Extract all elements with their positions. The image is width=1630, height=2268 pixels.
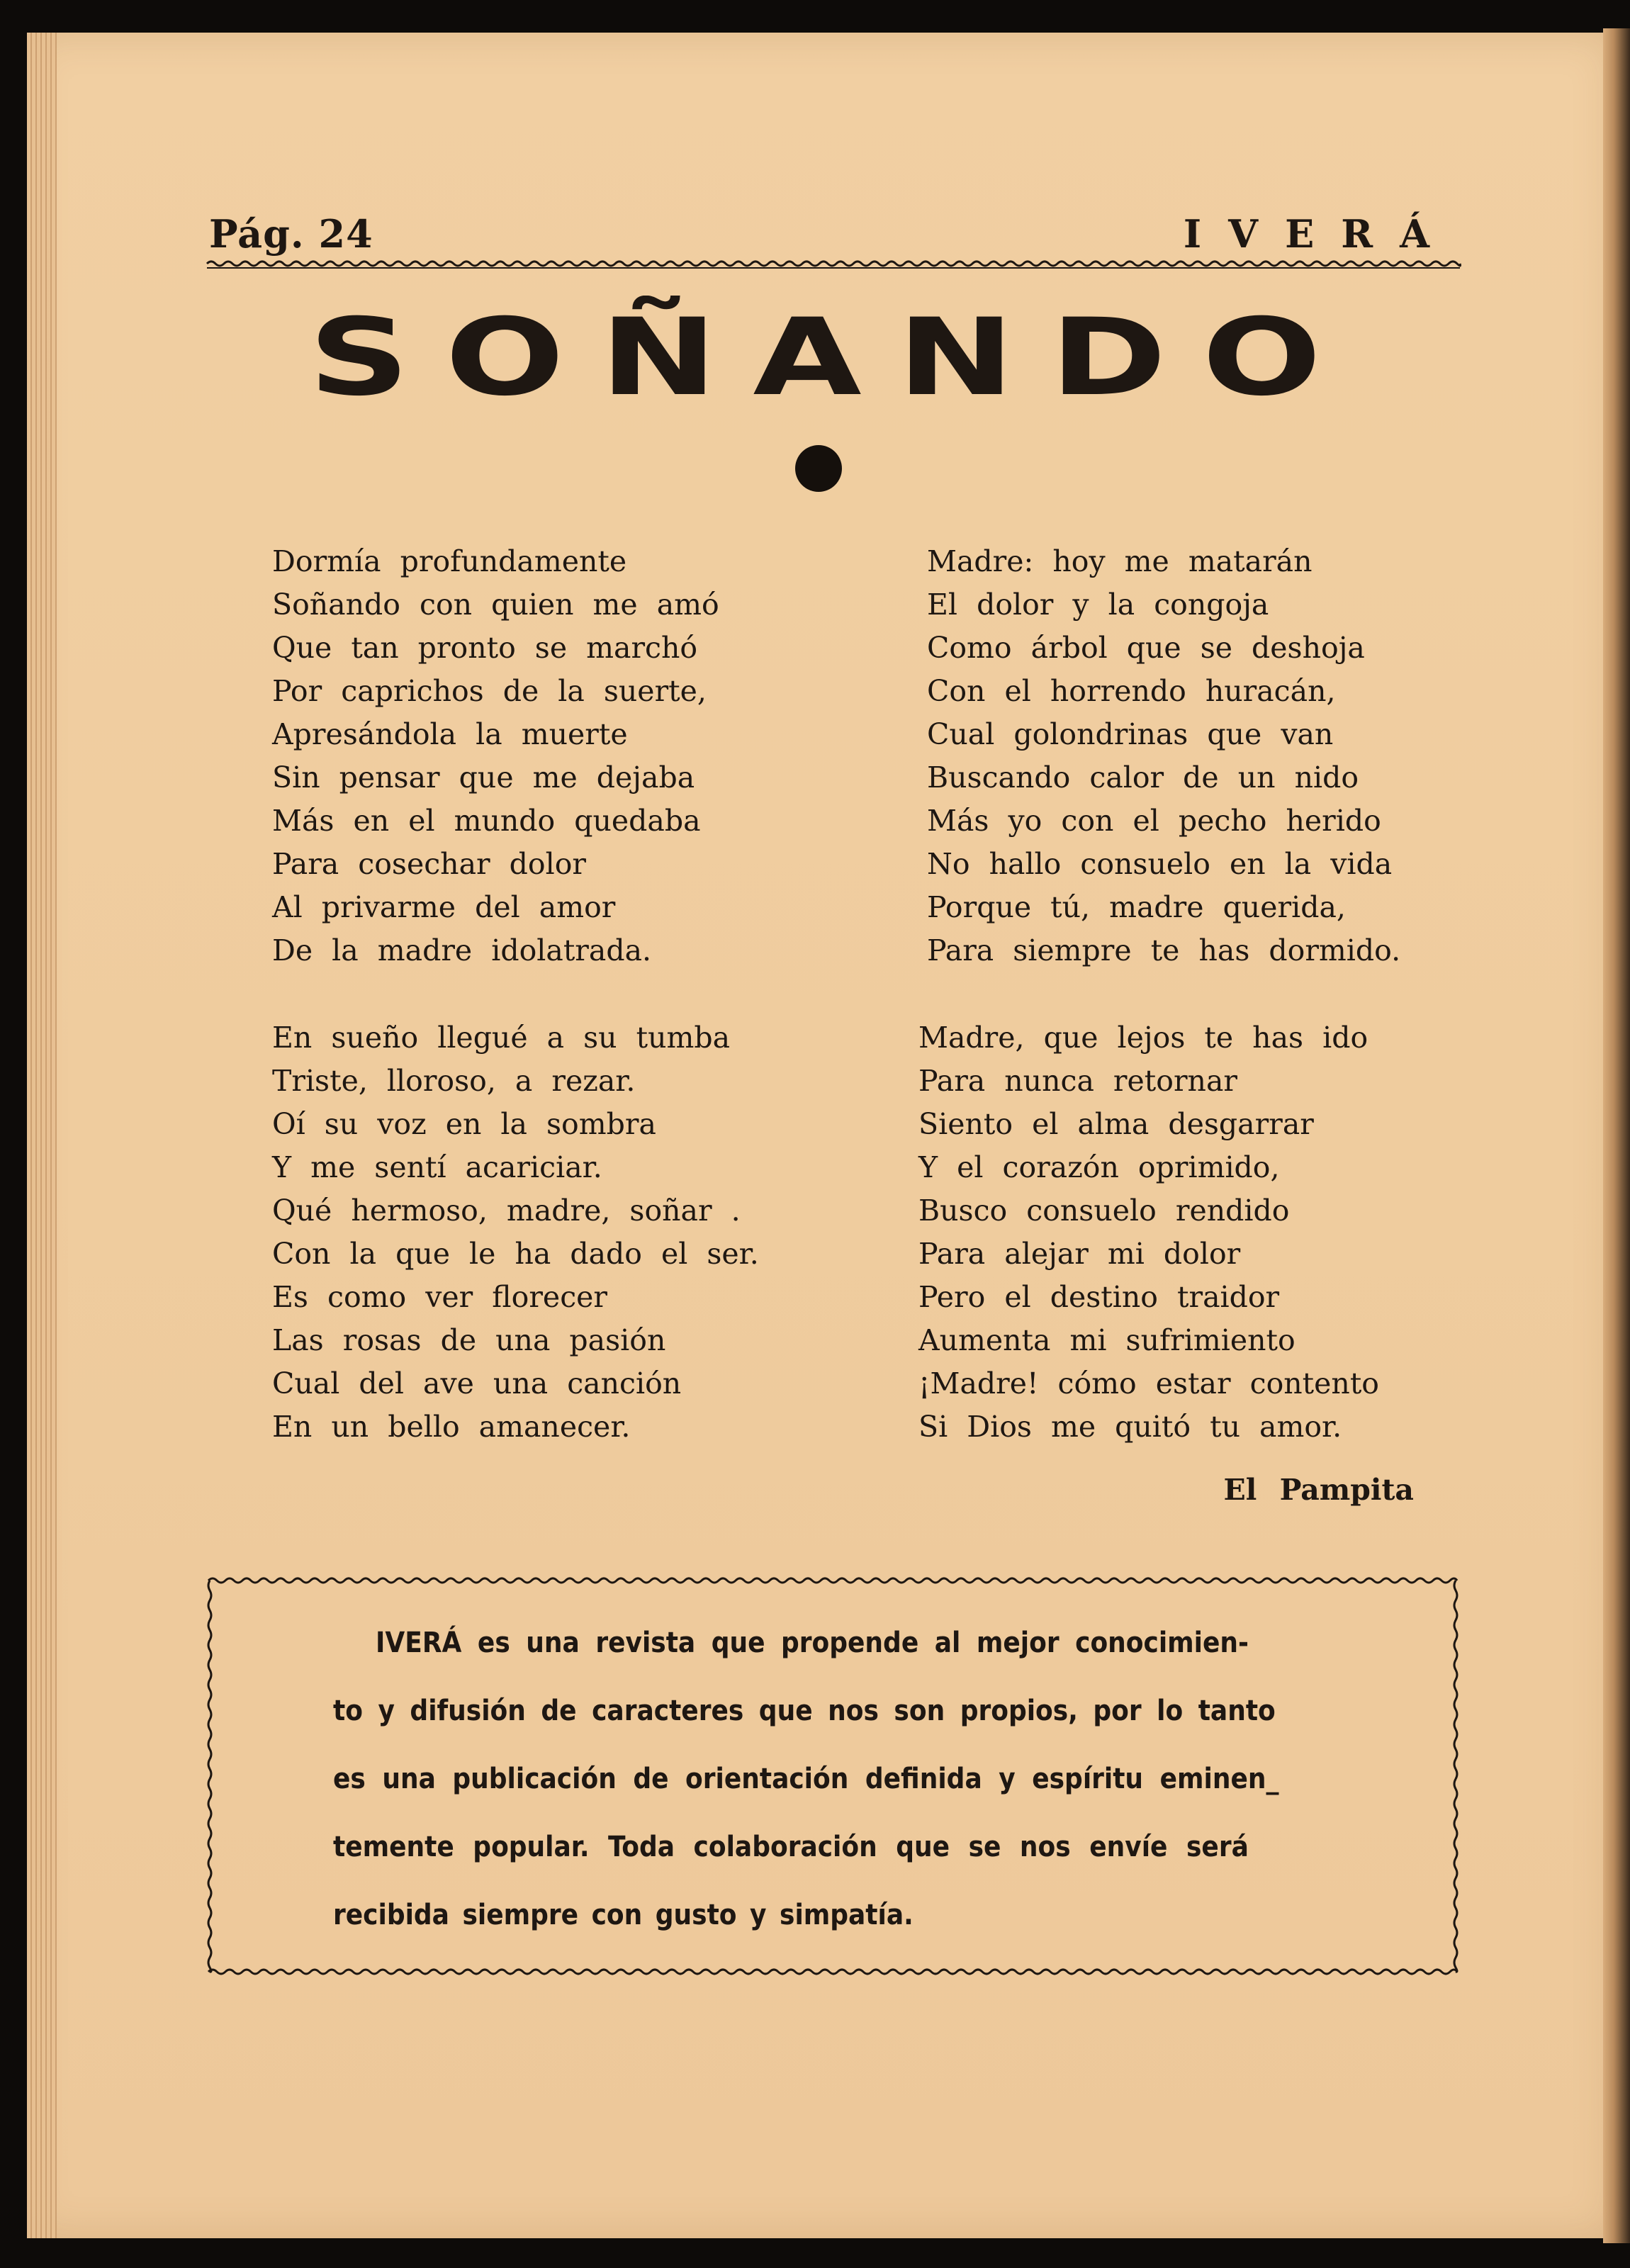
- header-wavy-line-top: [207, 262, 1461, 266]
- poem-line: El dolor y la congoja: [927, 588, 1269, 622]
- notice-frame-bottom: [208, 1970, 1457, 1974]
- notice-frame-right: [1454, 1581, 1457, 1972]
- poem-line: Más yo con el pecho herido: [927, 804, 1381, 838]
- poem-line: Que tan pronto se marchó: [272, 631, 698, 665]
- poem-line: ¡Madre! cómo estar contento: [918, 1366, 1379, 1400]
- poem-line: Pero el destino traidor: [918, 1280, 1280, 1314]
- poem-line: Si Dios me quitó tu amor.: [918, 1410, 1342, 1444]
- notice-line-3: es una publicación de orientación definida y espíritu eminen_: [333, 1763, 1279, 1795]
- poem-author: El Pampita: [1223, 1473, 1414, 1507]
- notice-frame-left: [208, 1581, 211, 1972]
- header-magazine-name: IVERÁ: [1183, 211, 1456, 257]
- poem-line: Madre: hoy me matarán: [927, 544, 1313, 578]
- poem-line: Para nunca retornar: [918, 1064, 1237, 1098]
- poem-line: Madre, que lejos te has ido: [918, 1021, 1368, 1055]
- notice-line-2: to y difusión de caracteres que nos son propios, por lo tanto: [333, 1695, 1276, 1727]
- poem-line: Triste, lloroso, a rezar.: [272, 1064, 636, 1098]
- poem-line: Oí su voz en la sombra: [272, 1107, 656, 1141]
- page-number: Pág. 24: [209, 211, 373, 257]
- poem-line: De la madre idolatrada.: [272, 933, 652, 967]
- notice-line-4: temente popular. Toda colaboración que se nos envíe será: [333, 1831, 1249, 1863]
- poem-stanza-right-1: [927, 540, 1400, 972]
- poem-line: Dormía profundamente: [272, 544, 627, 578]
- poem-stanza-right-2: [918, 1016, 1379, 1449]
- poem-line: Para cosechar dolor: [272, 847, 586, 881]
- poem-title: SOÑANDO: [308, 296, 1357, 420]
- poem-line: Es como ver florecer: [272, 1280, 608, 1314]
- poem-line: Para alejar mi dolor: [918, 1237, 1241, 1271]
- poem-line: Busco consuelo rendido: [918, 1194, 1290, 1228]
- poem-line: En sueño llegué a su tumba: [272, 1021, 731, 1055]
- poem-line: Cual del ave una canción: [272, 1366, 682, 1400]
- header-wavy-rule: [207, 258, 1460, 272]
- poem-line: En un bello amanecer.: [272, 1410, 631, 1444]
- title-ornament-dot: [795, 445, 842, 492]
- poem-line: Al privarme del amor: [272, 890, 616, 924]
- poem-line: No hallo consuelo en la vida: [927, 847, 1393, 881]
- poem-line: Por caprichos de la suerte,: [272, 674, 707, 708]
- notice-line-1: IVERÁ es una revista que propende al mejor conocimien-: [376, 1627, 1249, 1659]
- notice-box: [206, 1575, 1460, 1977]
- poem-line: Y me sentí acariciar.: [272, 1150, 602, 1184]
- poem-line: Buscando calor de un nido: [927, 760, 1359, 795]
- poem-line: Sin pensar que me dejaba: [272, 760, 695, 795]
- poem-line: Siento el alma desgarrar: [918, 1107, 1314, 1141]
- poem-line: Con el horrendo huracán,: [927, 674, 1336, 708]
- poem-line: Para siempre te has dormido.: [927, 933, 1401, 967]
- poem-line: Las rosas de una pasión: [272, 1323, 666, 1357]
- poem-line: Como árbol que se deshoja: [927, 631, 1365, 665]
- notice-frame-top: [208, 1578, 1457, 1583]
- poem-line: Cual golondrinas que van: [927, 717, 1334, 751]
- poem-stanza-left-1: [272, 540, 719, 972]
- poem-line: Soñando con quien me amó: [272, 588, 719, 622]
- poem-line: Y el corazón oprimido,: [918, 1150, 1280, 1184]
- poem-line: Más en el mundo quedaba: [272, 804, 701, 838]
- poem-line: Aumenta mi sufrimiento: [918, 1323, 1295, 1357]
- poem-line: Porque tú, madre querida,: [927, 890, 1346, 924]
- poem-stanza-left-2: [272, 1016, 759, 1449]
- poem-line: Qué hermoso, madre, soñar .: [272, 1194, 741, 1228]
- notice-line-5: recibida siempre con gusto y simpatía.: [333, 1899, 914, 1931]
- poem-line: Apresándola la muerte: [272, 717, 628, 751]
- poem-line: Con la que le ha dado el ser.: [272, 1237, 759, 1271]
